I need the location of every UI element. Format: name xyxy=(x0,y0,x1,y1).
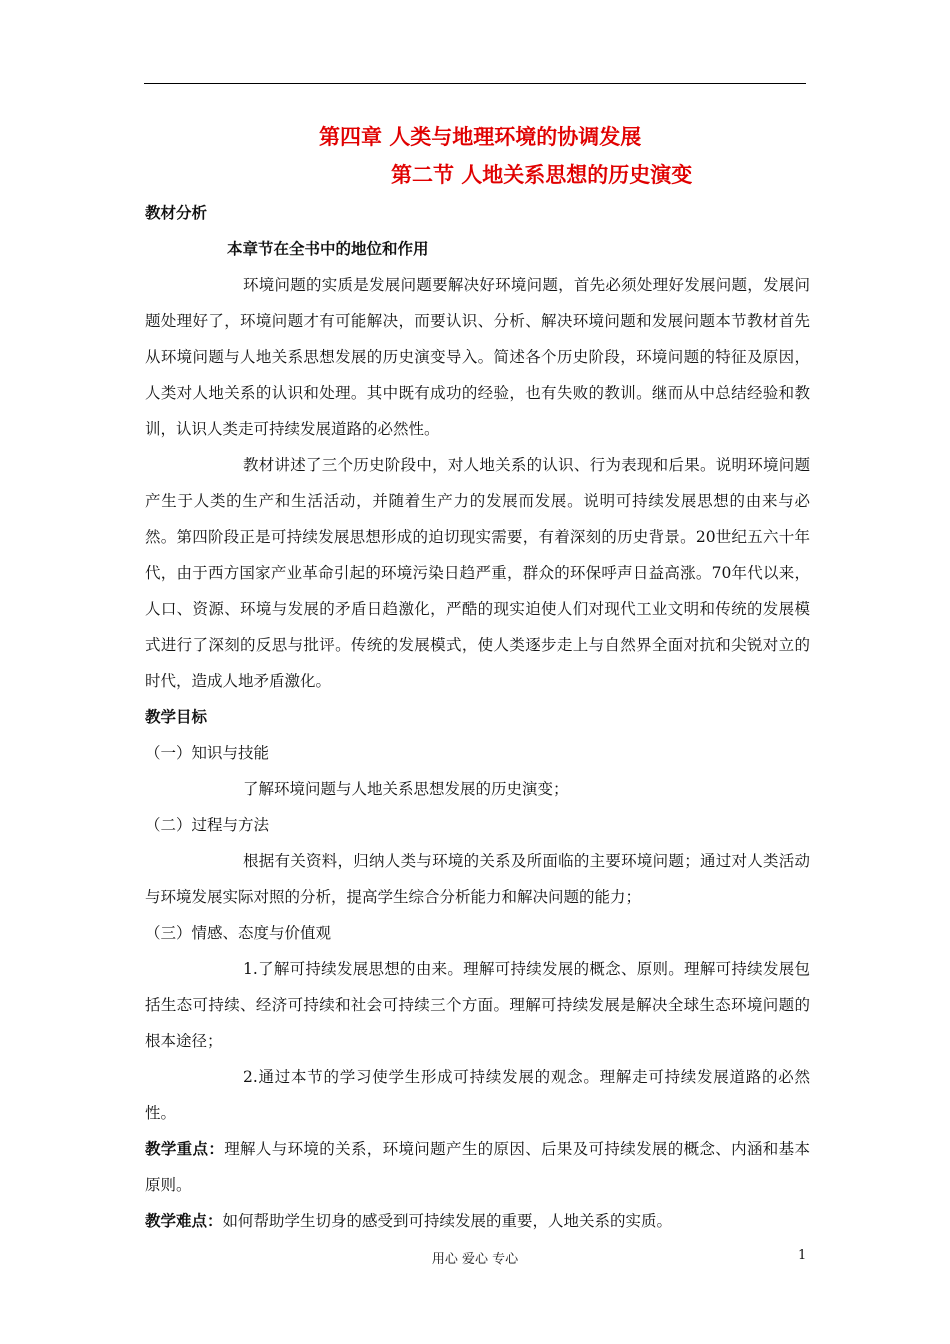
footer-motto: 用心 爱心 专心 xyxy=(431,1252,519,1267)
difficulty-label: 教学难点： xyxy=(145,1211,223,1230)
section-title: 第二节 人地关系思想的历史演变 xyxy=(391,162,693,187)
key-point-text: 理解人与环境的关系，环境问题产生的原因、后果及可持续发展的概念、内涵和基本原则。 xyxy=(145,1140,810,1194)
goal-3-item-2: 2.通过本节的学习使学生形成可持续发展的观念。理解走可持续发展道路的必然性。 xyxy=(145,1068,810,1122)
document-body xyxy=(145,195,810,1239)
analysis-paragraph-2: 教材讲述了三个历史阶段中，对人地关系的认识、行为表现和后果。说明环境问题产生于人类的生产和生活活动，并随着生产力的发展而发展。说明可持续发展思想的由来与必然。第四阶段正是可持续发展思想形成的迫切现实需要，有着深刻的历史背景。20世纪五六十年代，由于西方国家产业革命引起的环境污染日趋严重，群众的环保呼声日益高涨。70年代以来，人口、资源、环境与发展的矛盾日趋激化，严酷的现实迫使人们对现代工业文明和传统的发展模式进行了深刻的反思与批评。传统的发展模式，使人类逐步走上与自然界全面对抗和尖锐对立的时代，造成人地矛盾激化。 xyxy=(145,456,810,690)
page-number: 1 xyxy=(798,1248,807,1263)
goal-1-text: 了解环境问题与人地关系思想发展的历史演变； xyxy=(243,780,569,798)
analysis-paragraph-1: 环境问题的实质是发展问题要解决好环境问题，首先必须处理好发展问题，发展问题处理好了，环境问题才有可能解决，而要认识、分析、解决环境问题和发展问题本节教材首先从环境问题与人地关系思想发展的历史演变导入。简述各个历史阶段，环境问题的特征及原因，人类对人地关系的认识和处理。其中既有成功的经验，也有失败的教训。继而从中总结经验和教训，认识人类走可持续发展道路的必然性。 xyxy=(145,276,810,438)
goal-2-label: （二）过程与方法 xyxy=(145,816,270,834)
goal-1-label: （一）知识与技能 xyxy=(145,744,270,762)
goal-3-item-1: 1.了解可持续发展思想的由来。理解可持续发展的概念、原则。理解可持续发展包括生态可持续、经济可持续和社会可持续三个方面。理解可持续发展是解决全球生态环境问题的根本途径； xyxy=(145,960,810,1050)
analysis-subheading: 本章节在全书中的地位和作用 xyxy=(227,239,429,258)
goal-2-text: 根据有关资料，归纳人类与环境的关系及所面临的主要环境问题；通过对人类活动与环境发展实际对照的分析，提高学生综合分析能力和解决问题的能力； xyxy=(145,852,810,906)
difficulty-point xyxy=(145,1203,810,1239)
analysis-heading: 教材分析 xyxy=(145,203,208,222)
goals-heading: 教学目标 xyxy=(145,707,208,726)
header-rule xyxy=(144,83,806,84)
difficulty-text: 如何帮助学生切身的感受到可持续发展的重要，人地关系的实质。 xyxy=(222,1212,673,1230)
goal-3-label: （三）情感、态度与价值观 xyxy=(145,924,332,942)
key-point-label: 教学重点： xyxy=(145,1139,225,1158)
key-point xyxy=(145,1131,810,1203)
chapter-title: 第四章 人类与地理环境的协调发展 xyxy=(319,124,642,149)
